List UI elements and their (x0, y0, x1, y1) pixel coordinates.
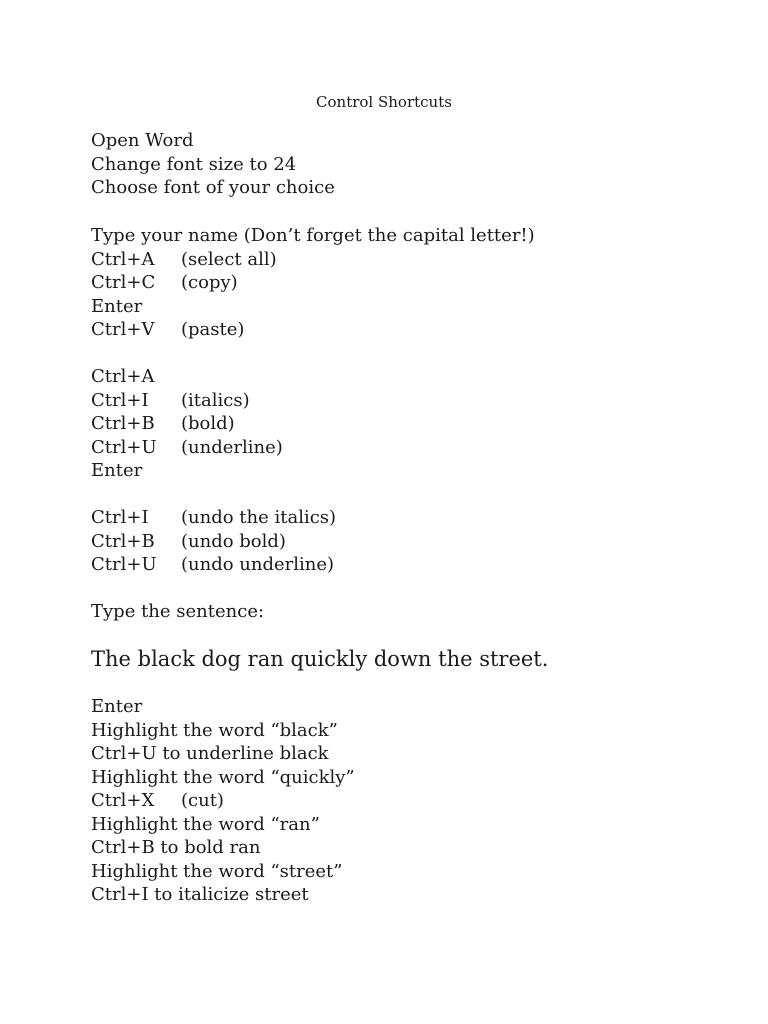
instruction-line: Ctrl+B to bold ran (91, 837, 261, 858)
shortcut-row (91, 318, 535, 342)
instruction-line: Highlight the word “ran” (91, 813, 320, 835)
shortcut-key: Enter (91, 696, 143, 717)
instruction-line: Highlight the word “black” (91, 719, 338, 741)
shortcut-row (91, 789, 355, 813)
instruction-line: Choose font of your choice (91, 177, 335, 198)
shortcut-row (91, 412, 283, 436)
instruction-line: Highlight the word “quickly” (91, 766, 355, 788)
shortcut-description: (cut) (181, 790, 224, 811)
shortcut-row (91, 506, 336, 530)
shortcut-key: Ctrl+B (91, 530, 155, 552)
final-instructions (91, 695, 355, 907)
shortcut-key: Ctrl+C (91, 272, 156, 293)
shortcut-description: (paste) (181, 319, 245, 340)
shortcut-row (91, 389, 283, 413)
shortcut-key: Enter (91, 295, 143, 317)
shortcut-description: (bold) (181, 413, 235, 434)
instruction-line: Type the sentence: (91, 601, 265, 622)
shortcut-key: Ctrl+I (91, 389, 149, 411)
shortcut-description: (select all) (181, 248, 277, 270)
shortcut-row (91, 436, 283, 460)
shortcut-row (91, 295, 535, 319)
instruction-line: Ctrl+U to underline black (91, 743, 329, 764)
shortcut-section-1 (91, 224, 535, 342)
shortcut-key: Ctrl+A (91, 248, 155, 270)
instruction-line: Open Word (91, 130, 194, 151)
instruction-line: Ctrl+I to italicize street (91, 884, 309, 905)
sample-sentence: The black dog ran quickly down the street. (91, 647, 549, 671)
shortcut-row (91, 365, 283, 389)
shortcut-key: Ctrl+U (91, 554, 157, 575)
shortcut-row (91, 271, 535, 295)
shortcut-key: Ctrl+I (91, 507, 149, 528)
shortcut-key: Enter (91, 460, 143, 481)
document-title: Control Shortcuts (316, 93, 452, 111)
shortcut-description: (undo bold) (181, 530, 286, 552)
shortcut-row (91, 248, 535, 272)
shortcut-key: Ctrl+B (91, 413, 155, 434)
shortcut-description: (undo underline) (181, 554, 335, 575)
instruction-line: Change font size to 24 (91, 153, 297, 175)
shortcut-key: Ctrl+V (91, 319, 155, 340)
shortcut-key: Ctrl+X (91, 790, 155, 811)
shortcut-row (91, 695, 355, 719)
instruction-line: Highlight the word “street” (91, 860, 343, 882)
shortcut-row (91, 530, 336, 554)
shortcut-key: Ctrl+U (91, 436, 157, 458)
shortcut-description: (undo the italics) (181, 507, 337, 528)
shortcut-description: (italics) (181, 389, 250, 411)
intro-instructions (91, 129, 335, 200)
shortcut-description: (underline) (181, 436, 283, 458)
shortcut-section-3 (91, 506, 336, 577)
shortcut-row (91, 459, 283, 483)
sentence-prompt (91, 600, 264, 624)
shortcut-row (91, 553, 336, 577)
shortcut-section-2 (91, 365, 283, 483)
shortcut-key: Ctrl+A (91, 366, 155, 387)
instruction-line: Type your name (Don’t forget the capital letter!) (91, 225, 535, 246)
shortcut-description: (copy) (181, 272, 238, 293)
